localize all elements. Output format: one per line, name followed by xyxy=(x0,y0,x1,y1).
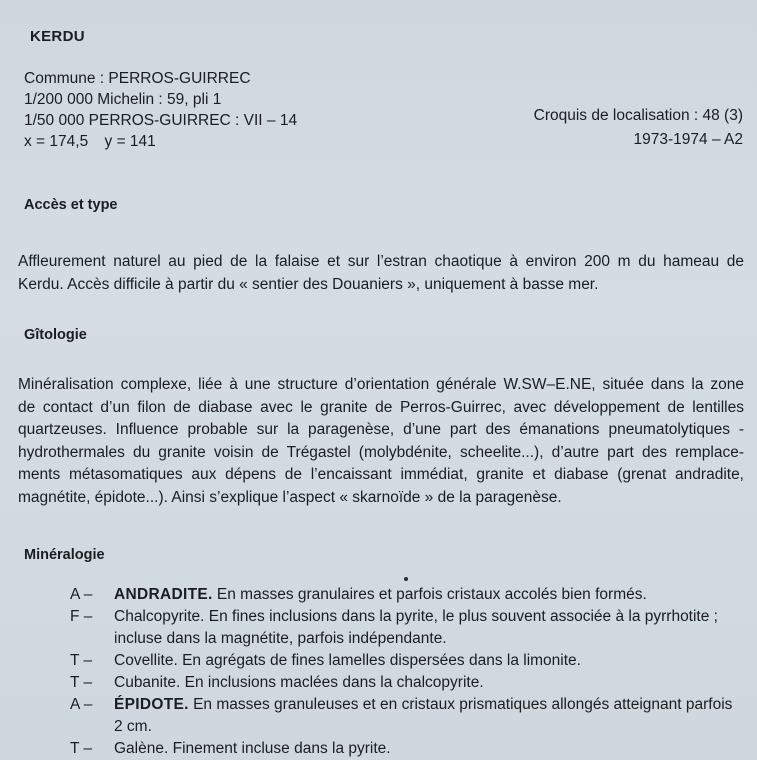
mineral-description: incluse dans la magnétite, parfois indépendante. xyxy=(114,630,447,647)
abundance-code: T – xyxy=(70,652,93,669)
gitologie-paragraph xyxy=(18,374,744,509)
mineral-item xyxy=(70,672,750,694)
mineral-name: ÉPIDOTE. xyxy=(114,696,189,713)
paragraph-line: Minéralisation complexe, liée à une structure d’orientation générale W.SW–E.NE, située dans la zone xyxy=(18,376,744,393)
paragraph-line: Affleurement naturel au pied de la falaise et sur l’estran chaotique à environ 200 m du hameau de xyxy=(18,253,744,270)
acces-paragraph xyxy=(18,251,744,296)
mineral-name: Cubanite. xyxy=(114,674,181,691)
croquis-line: Croquis de localisation : 48 (3) xyxy=(533,107,743,124)
campaign-line: 1973-1974 – A2 xyxy=(633,131,743,148)
commune-line: Commune : PERROS-GUIRREC xyxy=(24,70,251,87)
abundance-code: T – xyxy=(70,740,93,757)
mineral-description: Finement incluse dans la pyrite. xyxy=(172,740,391,757)
abundance-code: F – xyxy=(70,608,93,625)
paragraph-line: hydrothermales du granite voisin de Trégastel (molybdénite, scheelite...), d’autre part des remplace- xyxy=(18,443,744,461)
mineral-list xyxy=(70,584,750,760)
location-metadata xyxy=(24,68,297,152)
reference-metadata xyxy=(534,104,743,152)
map-50000-line: 1/50 000 PERROS-GUIRREC : VII – 14 xyxy=(24,112,298,129)
mineral-name: Galène. xyxy=(114,740,169,757)
paragraph-line: de contact d’un filon de diabase avec le granite de Perros-Guirrec, avec développement de lentilles xyxy=(18,398,744,416)
mineral-item xyxy=(70,606,750,650)
mineral-description: En masses granulaires et parfois cristaux accolés bien formés. xyxy=(216,586,647,603)
mineral-item xyxy=(70,738,750,760)
section-title-mineralogie: Minéralogie xyxy=(24,547,105,563)
abundance-code: A – xyxy=(70,586,93,603)
paragraph-line: quartzeuses. Influence probable sur la paragenèse, d’une part des émanations pneumatolytiques - xyxy=(18,421,744,438)
paragraph-line: Kerdu. Accès difficile à partir du « sentier des Douaniers », uniquement à basse mer. xyxy=(18,275,599,293)
mineral-name: ANDRADITE. xyxy=(114,586,213,603)
mineral-item xyxy=(70,650,750,672)
paragraph-line: ments métasomatiques aux dépens de l’encaissant immédiat, granite et diabase (grenat andradite, xyxy=(18,466,744,483)
map-200000-line: 1/200 000 Michelin : 59, pli 1 xyxy=(24,91,222,108)
mineral-item xyxy=(70,694,750,738)
abundance-code: T – xyxy=(70,674,93,691)
coordinate-x: x = 174,5 xyxy=(24,133,89,150)
mineral-description: En inclusions maclées dans la chalcopyrite. xyxy=(184,674,484,691)
section-title-gitologie: Gîtologie xyxy=(24,327,87,343)
coordinate-y: y = 141 xyxy=(104,133,156,150)
mineral-description: En masses granuleuses et en cristaux prismatiques allongés atteignant parfois xyxy=(193,696,733,713)
coordinates-line xyxy=(24,131,297,152)
mineral-item xyxy=(70,584,750,606)
site-title: KERDU xyxy=(30,28,85,45)
mineral-description: En agrégats de fines lamelles dispersées dans la limonite. xyxy=(182,652,581,669)
mineral-name: Covellite. xyxy=(114,652,178,669)
paragraph-line: magnétite, épidote...). Ainsi s’explique l’aspect « skarnoïde » de la paragenèse. xyxy=(18,488,562,506)
abundance-code: A – xyxy=(70,696,93,713)
mineral-name: Chalcopyrite. xyxy=(114,608,205,625)
mineral-description: 2 cm. xyxy=(114,718,152,735)
section-title-acces: Accès et type xyxy=(24,197,118,213)
mineral-description: En fines inclusions dans la pyrite, le plus souvent associée à la pyrrhotite ; xyxy=(208,608,718,625)
print-speck xyxy=(404,577,408,581)
